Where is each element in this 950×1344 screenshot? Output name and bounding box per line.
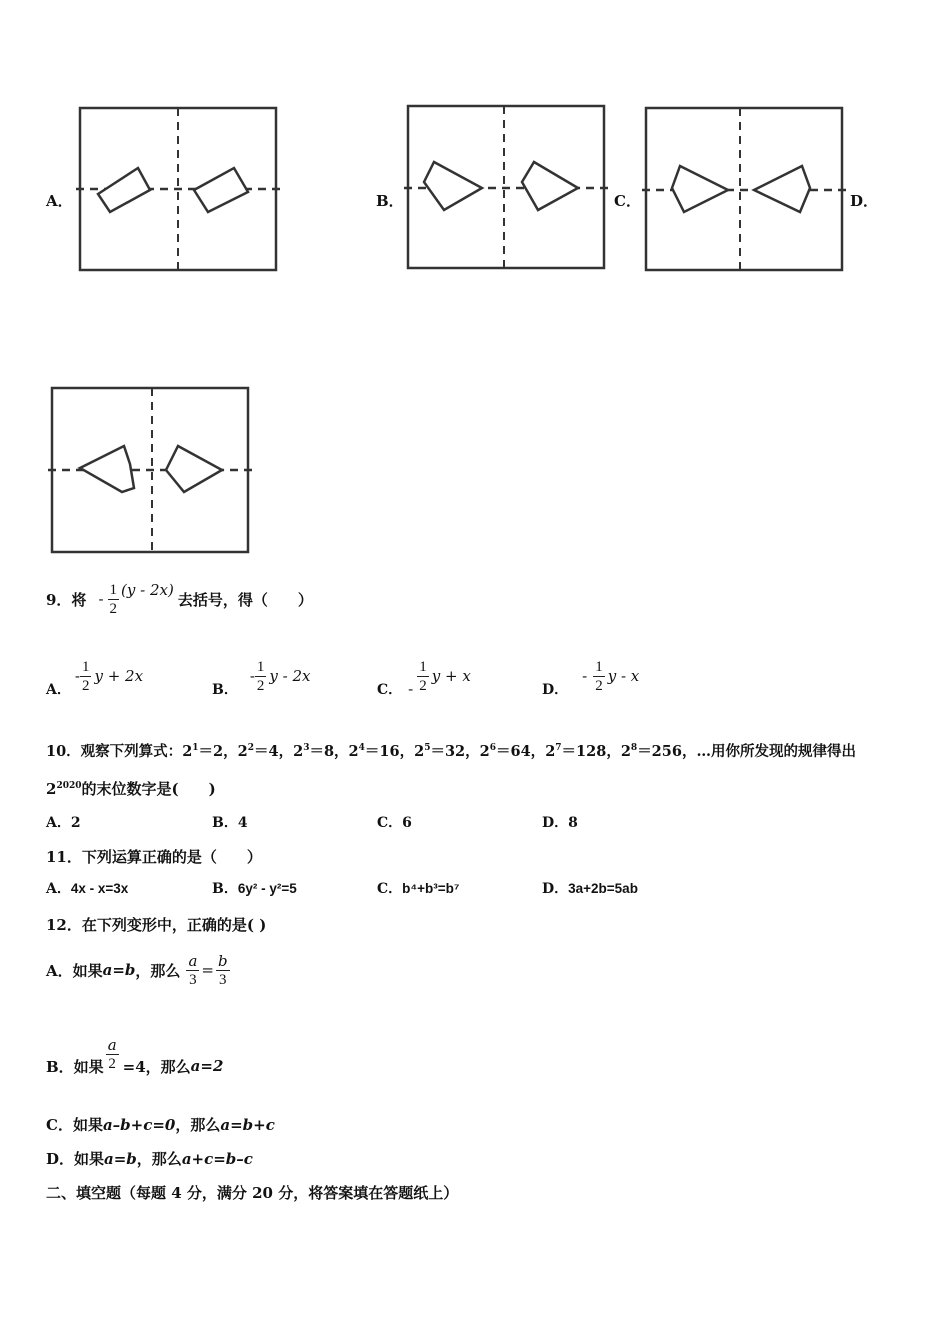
- q10-option-c-label: C．: [377, 815, 403, 831]
- q12-b-fraction: [106, 1036, 119, 1073]
- q9-option-d[interactable]: [542, 654, 639, 698]
- q10-option-d-value: 8: [568, 815, 578, 831]
- q10-power-value: ＝4，: [254, 743, 294, 760]
- q12-option-b[interactable]: [46, 1030, 223, 1078]
- q12-a-equals: =: [201, 961, 214, 979]
- figure-option-b-label: B．: [376, 192, 404, 210]
- q12-d-result: a+c=b–c: [181, 1150, 253, 1168]
- q11-option-c[interactable]: [377, 878, 459, 898]
- q10-power-exponent: 7: [555, 743, 562, 754]
- q9-option-c-sign: -: [408, 680, 414, 698]
- question-12-title: 12．在下列变形中，正确的是( ): [46, 916, 267, 934]
- q9-suffix: 去括号，得（ ）: [177, 590, 313, 609]
- q12-a-left-numerator: a: [188, 951, 198, 970]
- q11-option-a-value: 4x - x=3x: [70, 881, 129, 896]
- q10-power-value: ＝8，: [309, 743, 349, 760]
- q10-option-c[interactable]: [377, 812, 412, 832]
- q9-expr-paren: (y - 2x): [121, 581, 174, 599]
- figure-option-d: [48, 384, 252, 556]
- q10-option-a-value: 2: [70, 815, 81, 831]
- q10-option-b-value: 4: [237, 815, 248, 831]
- q9-number: 9．将: [46, 590, 87, 609]
- q10-prefix: 10．观察下列算式：: [46, 743, 183, 760]
- q9-expr-fraction: [108, 581, 120, 618]
- q12-a-right-denominator: 3: [219, 971, 227, 988]
- q9-option-c-label: C．: [377, 682, 403, 698]
- q10-powers: [182, 743, 696, 760]
- q10-power-exponent: 1: [192, 743, 199, 754]
- q10-option-b-label: B．: [212, 815, 238, 831]
- q12-c-then: ，那么: [175, 1116, 221, 1134]
- q10-power-item: [545, 743, 621, 760]
- figure-option-a: [76, 104, 280, 274]
- q10-line1-suffix: …用你所发现的规律得出: [696, 743, 856, 760]
- q10-power-base: 2: [293, 743, 304, 760]
- q10-power-exponent: 4: [358, 743, 365, 754]
- q10-power-item: [182, 743, 237, 760]
- q10-power-base: 2: [182, 743, 193, 760]
- q10-power-value: ＝128，: [561, 743, 621, 760]
- q9-option-c-rest: y + x: [431, 667, 471, 685]
- q10-power-item: [238, 743, 293, 760]
- q11-option-d-label: D．: [542, 881, 569, 897]
- q9-option-c-fraction: [417, 658, 429, 695]
- q11-option-b-value: 6y² - y²=5: [237, 881, 297, 896]
- q10-option-a[interactable]: [46, 812, 81, 832]
- q10-power-base: 2: [414, 743, 425, 760]
- q9-option-d-denominator: 2: [595, 677, 603, 694]
- question-11-title: 11．下列运算正确的是（ ）: [46, 848, 262, 866]
- q9-expr-sign: -: [98, 590, 104, 608]
- q9-option-d-rest: y - x: [607, 667, 640, 685]
- q9-option-c-numerator: 1: [419, 658, 427, 675]
- q11-option-d-value: 3a+2b=5ab: [568, 881, 638, 896]
- q9-option-a[interactable]: [46, 654, 143, 698]
- q9-option-a-fraction: [80, 658, 92, 695]
- q10-power-value: ＝16，: [364, 743, 415, 760]
- q10-power-base: 2: [545, 743, 556, 760]
- q12-a-right-numerator: b: [217, 951, 228, 970]
- figure-option-c-label: C．: [614, 192, 641, 210]
- q10-power-base: 2: [479, 743, 490, 760]
- q10-power-item: [480, 743, 546, 760]
- q10-power-value: ＝64，: [496, 743, 546, 760]
- q10-option-c-value: 6: [402, 815, 412, 831]
- question-10-line2: [46, 778, 216, 799]
- q12-b-condition-rest: =4，那么: [122, 1057, 191, 1076]
- q9-option-c-denominator: 2: [419, 677, 427, 694]
- q9-option-d-label: D．: [542, 682, 569, 698]
- q10-power-exponent: 6: [489, 743, 496, 754]
- q10-line2-base: 2: [46, 780, 57, 798]
- section-2-title: 二、填空题（每题 4 分，满分 20 分，将答案填在答题纸上）: [46, 1184, 459, 1202]
- q12-b-result: a=2: [190, 1057, 224, 1075]
- q10-power-item: [349, 743, 415, 760]
- q9-option-d-sign: -: [582, 667, 588, 685]
- q12-a-label: A．如果: [46, 961, 103, 980]
- q9-option-a-denominator: 2: [81, 677, 90, 694]
- q9-option-b-denominator: 2: [256, 677, 265, 694]
- q10-option-b[interactable]: [212, 812, 248, 832]
- figure-option-b: [404, 102, 608, 272]
- q10-power-base: 2: [348, 743, 359, 760]
- q9-expr-numerator: 1: [109, 581, 118, 598]
- q10-line2-exponent: 2020: [56, 781, 82, 791]
- q11-option-a-label: A．: [46, 881, 71, 897]
- q9-option-b-fraction: [255, 658, 267, 695]
- q9-option-b-label: B．: [212, 682, 238, 698]
- question-10-line1: [46, 740, 856, 761]
- q11-option-c-label: C．: [377, 881, 403, 897]
- q11-option-d[interactable]: [542, 878, 638, 898]
- q9-option-d-numerator: 1: [595, 658, 603, 675]
- q12-option-d[interactable]: [46, 1148, 253, 1169]
- q12-c-result: a=b+c: [220, 1116, 275, 1134]
- q9-option-b-sign: -: [249, 667, 255, 685]
- q10-option-d-label: D．: [542, 815, 569, 831]
- q10-power-item: [293, 743, 348, 760]
- q10-power-exponent: 8: [630, 743, 638, 754]
- q12-option-a[interactable]: [46, 946, 230, 994]
- q9-option-a-rest: y + 2x: [94, 667, 144, 685]
- q9-option-a-label: A．: [46, 682, 71, 698]
- question-9: [46, 574, 313, 624]
- q9-option-a-numerator: 1: [81, 658, 90, 675]
- q10-power-base: 2: [620, 743, 631, 760]
- q12-b-label: B．如果: [46, 1057, 104, 1076]
- q10-power-base: 2: [237, 743, 248, 760]
- q9-option-a-sign: -: [74, 667, 80, 685]
- q12-a-condition: a=b: [102, 961, 136, 979]
- q10-power-exponent: 3: [303, 743, 310, 754]
- q9-option-d-fraction: [593, 658, 605, 695]
- q9-option-c[interactable]: [377, 654, 471, 698]
- q10-option-a-label: A．: [46, 815, 71, 831]
- q12-d-then: ，那么: [136, 1150, 182, 1168]
- q12-a-left-denominator: 3: [189, 971, 197, 988]
- q9-expr-denominator: 2: [109, 600, 118, 617]
- q12-c-condition: a–b+c=0: [102, 1116, 176, 1134]
- q10-power-value: ＝32，: [430, 743, 480, 760]
- q10-power-exponent: 5: [424, 743, 431, 754]
- q10-power-exponent: 2: [247, 743, 254, 754]
- q11-option-b-label: B．: [212, 881, 238, 897]
- q10-power-value: ＝256，: [637, 743, 697, 760]
- q12-a-right-fraction: [216, 952, 230, 989]
- q10-power-value: ＝2，: [198, 743, 238, 760]
- q9-option-b[interactable]: [212, 654, 311, 698]
- q12-c-label: C．如果: [46, 1116, 103, 1134]
- q11-option-b[interactable]: [212, 878, 297, 898]
- figure-option-a-label: A．: [46, 192, 73, 210]
- figure-option-d-label: D．: [850, 192, 879, 210]
- q12-a-left-fraction: [186, 952, 199, 989]
- q12-b-denominator: 2: [108, 1055, 116, 1072]
- q10-option-d[interactable]: [542, 812, 578, 832]
- q12-d-label: D．如果: [46, 1150, 105, 1168]
- q12-a-then: ，那么: [135, 961, 181, 980]
- q12-b-numerator: a: [107, 1035, 117, 1054]
- figure-option-c: [642, 104, 846, 274]
- q9-option-b-rest: y - 2x: [269, 667, 311, 685]
- q11-option-c-value: b⁴+b³=b⁷: [402, 881, 460, 896]
- q10-power-item: [621, 743, 697, 760]
- q9-option-b-numerator: 1: [256, 658, 265, 675]
- q10-power-item: [414, 743, 480, 760]
- q11-option-a[interactable]: [46, 878, 128, 898]
- q12-d-condition: a=b: [104, 1150, 137, 1168]
- q10-line2-suffix: 的末位数字是( ): [81, 780, 216, 798]
- q12-option-c[interactable]: [46, 1114, 275, 1135]
